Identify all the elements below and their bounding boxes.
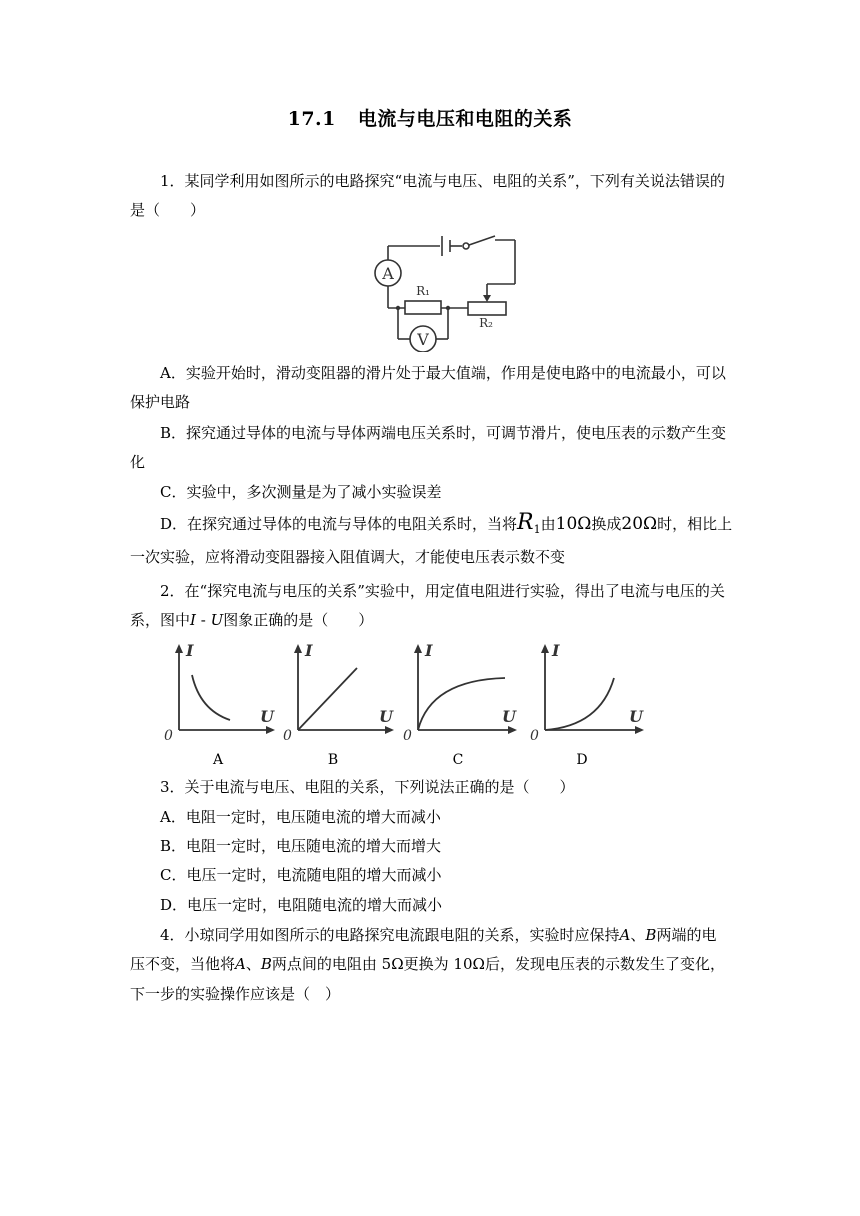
q2-stem-i-symbol: I [190, 611, 196, 629]
q2-stem-prefix: 系，图中 [130, 611, 191, 629]
q1-stem-line2: 是（ ） [130, 201, 206, 219]
q1-stem-line1: 1．某同学利用如图所示的电路探究“电流与电压、电阻的关系”，下列有关说法错误的 [160, 172, 725, 190]
r1-label: R₁ [416, 284, 430, 298]
q4-stem-line1 [160, 924, 730, 946]
q1-option-d-prefix: D．在探究通过导体的电流与导体的电阻关系时，当将 [160, 515, 518, 533]
q3-option-a: A．电阻一定时，电压随电流的增大而减小 [160, 808, 441, 826]
q3-stem: 3．关于电流与电压、电阻的关系，下列说法正确的是（ ） [160, 778, 575, 796]
q4-line2-point-a: A [235, 955, 246, 973]
q2-graph-d [528, 640, 650, 746]
r2-slider-arrow [483, 295, 491, 302]
q2-stem-line2 [130, 609, 730, 631]
q1-option-a-line1: A．实验开始时，滑动变阻器的滑片处于最大值端，作用是使电路中的电流最小，可以 [160, 364, 726, 382]
q1-option-d-value2: 20Ω [621, 514, 658, 534]
q1-option-d-value1: 10Ω [555, 514, 592, 534]
q1-option-b-line2: 化 [130, 453, 146, 471]
q2-graph-label-a: A [212, 752, 224, 768]
ammeter-label: A [382, 264, 394, 283]
q2-stem-u-symbol: U [210, 611, 224, 629]
q2-graph-label-d: D [576, 752, 588, 768]
voltmeter-label: V [417, 330, 429, 349]
page-title [0, 104, 860, 131]
graph-c-origin: 0 [403, 728, 412, 744]
graph-b-origin: 0 [283, 728, 292, 744]
q2-stem-suffix: 图象正确的是（ ） [223, 611, 374, 629]
section-number: 17.1 [287, 108, 336, 130]
q1-option-d-r-subscript: 1 [533, 523, 541, 536]
section-title: 电流与电压和电阻的关系 [357, 108, 573, 130]
q1-option-d-to: 换成 [591, 515, 622, 533]
q4-line1-point-a: A [619, 926, 631, 944]
q3-option-d: D．电压一定时，电阻随电流的增大而减小 [160, 896, 443, 914]
q1-option-d-from: 由 [540, 515, 556, 533]
q1-option-d-line2: 一次实验，应将滑动变阻器接入阻值调大，才能使电压表示数不变 [130, 548, 566, 566]
q4-line1-separator: 、 [630, 926, 646, 944]
q4-line1-point-b: B [645, 926, 657, 944]
q4-line2-suffix: 两点间的电阻由 5Ω更换为 10Ω后，发现电压表的示数发生了变化， [271, 955, 725, 973]
q1-option-c: C．实验中，多次测量是为了减小实验误差 [160, 483, 442, 501]
q2-graph-c [401, 640, 523, 746]
q4-line2-point-b: B [260, 955, 272, 973]
graph-c-y-label: I [425, 641, 433, 660]
graph-d-y-label: I [552, 641, 560, 660]
q2-graph-b [281, 640, 401, 746]
graph-b-y-label: I [305, 641, 313, 660]
q3-option-b: B．电阻一定时，电压随电流的增大而增大 [160, 837, 442, 855]
q3-option-c: C．电压一定时，电流随电阻的增大而减小 [160, 866, 442, 884]
graph-b-x-label: U [379, 707, 393, 726]
q1-option-d-r-symbol: R [517, 510, 534, 535]
q2-graph-label-b: B [327, 752, 339, 768]
q1-circuit-diagram [360, 226, 530, 352]
q2-graph-a [162, 640, 282, 746]
q2-stem-line1: 2．在“探究电流与电压的关系”实验中，用定值电阻进行实验，得出了电流与电压的关 [160, 582, 725, 600]
graph-c-x-label: U [502, 707, 516, 726]
q4-line2-separator: 、 [245, 955, 261, 973]
q2-stem-dash: - [195, 611, 211, 629]
q1-option-d-line1 [160, 510, 733, 541]
graph-d-x-label: U [629, 707, 643, 726]
graph-a-origin: 0 [164, 728, 173, 744]
q4-line1-prefix: 4．小琼同学用如图所示的电路探究电流跟电阻的关系，实验时应保持 [160, 926, 620, 944]
q4-stem-line3: 下一步的实验操作应该是（ ） [130, 985, 341, 1003]
r2-label: R₂ [479, 316, 493, 330]
q1-option-a-line2: 保护电路 [130, 393, 191, 411]
graph-d-origin: 0 [530, 728, 539, 744]
q2-graph-label-c: C [452, 752, 464, 768]
q1-option-d-suffix: 时，相比上 [657, 515, 733, 533]
q4-line1-suffix: 两端的电 [656, 926, 717, 944]
q4-stem-line2 [130, 953, 730, 975]
graph-a-y-label: I [186, 641, 194, 660]
q4-line2-prefix: 压不变，当他将 [130, 955, 236, 973]
q1-option-b-line1: B．探究通过导体的电流与导体两端电压关系时，可调节滑片，使电压表的示数产生变 [160, 424, 727, 442]
graph-a-x-label: U [260, 707, 274, 726]
